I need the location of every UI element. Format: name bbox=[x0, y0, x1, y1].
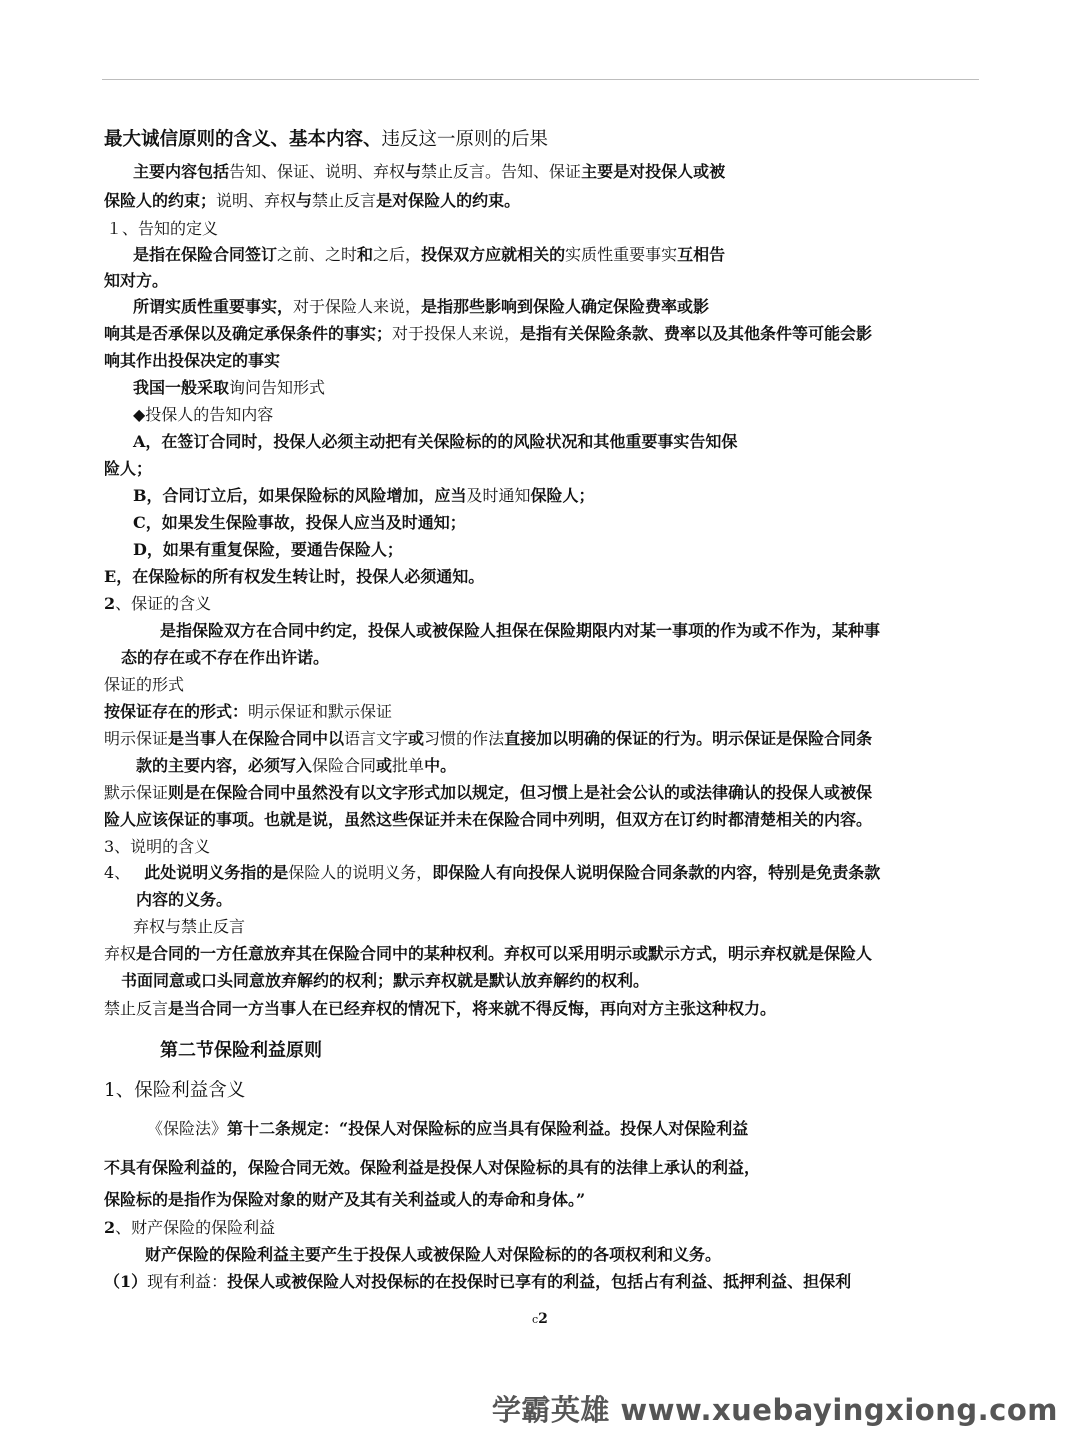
express-warranty-line-2: 款的主要内容，必须写入保险合同或批单中。 bbox=[136, 756, 457, 775]
notice-content-title: ◆投保人的告知内容 bbox=[133, 405, 274, 424]
notice-form: 我国一般采取询问告知形式 bbox=[133, 378, 326, 397]
item-a-line-2: 险人； bbox=[104, 459, 153, 478]
main-heading: 最大诚信原则的含义、基本内容、违反这一原则的后果 bbox=[104, 129, 549, 150]
page-number: c2 bbox=[532, 1311, 548, 1327]
section-2-heading: 第二节保险利益原则 bbox=[160, 1040, 322, 1061]
warranty-definition-line-1: 是指保险双方在合同中约定，投保人或被保险人担保在保险期限内对某一事项的作为或不作为，某种事 bbox=[160, 621, 881, 640]
law-line-3: 保险标的是指作为保险对象的财产及其有关利益或人的寿命和身体。” bbox=[104, 1190, 586, 1209]
item-a-line-1: A，在签订合同时，投保人必须主动把有关保险标的的风险状况和其他重要事实告知保 bbox=[133, 432, 738, 451]
item-b: B，合同订立后，如果保险标的风险增加，应当及时通知保险人； bbox=[133, 486, 595, 505]
waiver-title: 弃权与禁止反言 bbox=[133, 917, 246, 936]
property-interest-title: 2、财产保险的保险利益 bbox=[104, 1218, 276, 1237]
insurable-interest-title: 1、保险利益含义 bbox=[104, 1080, 246, 1101]
item-e: E，在保险标的所有权发生转让时，投保人必须通知。 bbox=[104, 567, 485, 586]
warranty-definition-line-2: 态的存在或不存在作出许诺。 bbox=[121, 648, 330, 667]
section-4-line-2: 内容的义务。 bbox=[136, 890, 233, 909]
header-rule bbox=[102, 79, 979, 80]
section-1-title: １、告知的定义 bbox=[106, 219, 219, 238]
warranty-form-by: 按保证存在的形式：明示保证和默示保证 bbox=[104, 702, 393, 721]
intro-line-1: 主要内容包括告知、保证、说明、弃权与禁止反言。告知、保证主要是对投保人或被 bbox=[133, 162, 726, 181]
item-c: C，如果发生保险事故，投保人应当及时通知； bbox=[133, 513, 466, 532]
intro-line-2: 保险人的约束；说明、弃权与禁止反言是对保险人的约束。 bbox=[104, 191, 521, 210]
waiver-line-2: 书面同意或口头同意放弃解约的权利；默示弃权就是默认放弃解约的权利。 bbox=[121, 971, 650, 990]
watermark: 学霸英雄 www.xuebayingxiong.com bbox=[491, 1393, 1058, 1427]
material-fact-line-3: 响其作出投保决定的事实 bbox=[104, 351, 281, 370]
notice-definition-line-2: 知对方。 bbox=[104, 271, 169, 290]
existing-interest-item: （1）现有利益：投保人或被保险人对投保标的在投保时已享有的利益，包括占有利益、抵押利益、担保利 bbox=[104, 1272, 852, 1291]
estoppel-line: 禁止反言是当合同一方当事人在已经弃权的情况下，将来就不得反悔，再向对方主张这种权力。 bbox=[104, 999, 777, 1018]
law-line-2: 不具有保险利益的，保险合同无效。保险利益是投保人对保险标的具有的法律上承认的利益， bbox=[104, 1158, 761, 1177]
notice-definition-line-1: 是指在保险合同签订之前、之时和之后，投保双方应就相关的实质性重要事实互相告 bbox=[133, 245, 726, 264]
section-4-line-1: 4、 此处说明义务指的是保险人的说明义务，即保险人有向投保人说明保险合同条款的内容，特别是免责条款 bbox=[104, 863, 881, 882]
section-3-title: 3、说明的含义 bbox=[104, 837, 211, 856]
implied-warranty-line-2: 险人应该保证的事项。也就是说，虽然这些保证并未在保险合同中列明，但双方在订约时都清楚相关的内容。 bbox=[104, 810, 873, 829]
property-interest-body: 财产保险的保险利益主要产生于投保人或被保险人对保险标的的各项权利和义务。 bbox=[145, 1245, 722, 1264]
item-d: D，如果有重复保险，要通告保险人； bbox=[133, 540, 403, 559]
warranty-form-title: 保证的形式 bbox=[104, 675, 185, 694]
express-warranty-line-1: 明示保证是当事人在保险合同中以语言文字或习惯的作法直接加以明确的保证的行为。明示保证是保险合同条 bbox=[104, 729, 873, 748]
waiver-line-1: 弃权是合同的一方任意放弃其在保险合同中的某种权利。弃权可以采用明示或默示方式，明示弃权就是保险人 bbox=[104, 944, 873, 963]
implied-warranty-line-1: 默示保证则是在保险合同中虽然没有以文字形式加以规定，但习惯上是社会公认的或法律确认的投保人或被保 bbox=[104, 783, 873, 802]
material-fact-line-1: 所谓实质性重要事实，对于保险人来说，是指那些影响到保险人确定保险费率或影 bbox=[133, 297, 710, 316]
section-2-title: 2、保证的含义 bbox=[104, 594, 212, 613]
material-fact-line-2: 响其是否承保以及确定承保条件的事实；对于投保人来说，是指有关保险条款、费率以及其他条件等可能会影 bbox=[104, 324, 873, 343]
law-line-1: 《保险法》第十二条规定：“投保人对保险标的应当具有保险利益。投保人对保险利益 bbox=[147, 1119, 749, 1138]
